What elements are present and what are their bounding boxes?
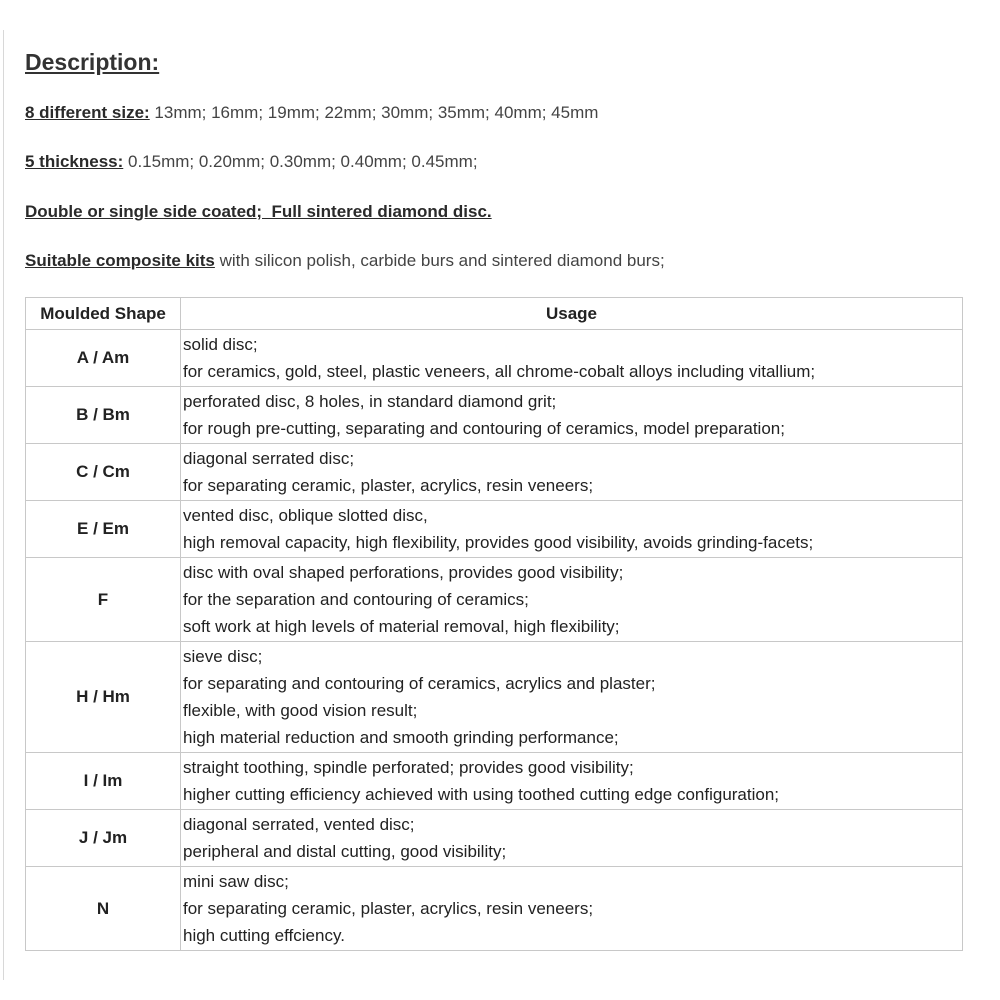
table-header-row [26, 298, 963, 330]
usage-line: mini saw disc; [183, 872, 289, 891]
usage-cell [181, 444, 963, 501]
spec-kits-value: with silicon polish, carbide burs and sintered diamond burs; [214, 251, 665, 270]
usage-table [25, 297, 963, 951]
usage-line: flexible, with good vision result; [183, 701, 418, 720]
usage-line: for separating ceramic, plaster, acrylics, resin veneers; [183, 476, 594, 495]
usage-cell [181, 642, 963, 753]
moulded-shape-cell: B / Bm [26, 387, 181, 444]
usage-line: vented disc, oblique slotted disc, [183, 506, 428, 525]
table-row [26, 753, 963, 810]
usage-cell [181, 753, 963, 810]
spec-thickness [25, 151, 478, 173]
usage-cell [181, 387, 963, 444]
usage-line: peripheral and distal cutting, good visibility; [183, 842, 507, 861]
table-row [26, 810, 963, 867]
spec-kits-label: Suitable composite kits [25, 251, 215, 270]
moulded-shape-cell: H / Hm [26, 642, 181, 753]
table-row [26, 642, 963, 753]
moulded-shape-cell: A / Am [26, 330, 181, 387]
usage-line: high cutting effciency. [183, 926, 345, 945]
header-moulded-shape: Moulded Shape [26, 298, 181, 330]
usage-cell [181, 501, 963, 558]
spec-sizes-label: 8 different size: [25, 103, 150, 122]
usage-line: for separating ceramic, plaster, acrylics, resin veneers; [183, 899, 594, 918]
spec-sizes [25, 102, 598, 124]
usage-line: solid disc; [183, 335, 258, 354]
usage-line: sieve disc; [183, 647, 263, 666]
spec-coating [25, 201, 492, 223]
header-usage: Usage [181, 298, 963, 330]
table-row [26, 867, 963, 951]
description-heading: Description: [25, 49, 160, 75]
table-row [26, 444, 963, 501]
description-section [25, 44, 965, 945]
spec-sizes-value: 13mm; 16mm; 19mm; 22mm; 30mm; 35mm; 40mm; 45mm [149, 103, 599, 122]
usage-line: disc with oval shaped perforations, provides good visibility; [183, 563, 624, 582]
usage-cell [181, 330, 963, 387]
spec-thickness-label: 5 thickness: [25, 152, 124, 171]
usage-line: perforated disc, 8 holes, in standard diamond grit; [183, 392, 557, 411]
spec-coating-label: Double or single side coated; Full sintered diamond disc. [25, 202, 492, 221]
usage-cell [181, 867, 963, 951]
usage-line: soft work at high levels of material removal, high flexibility; [183, 617, 620, 636]
left-border [3, 30, 4, 980]
usage-line: for the separation and contouring of ceramics; [183, 590, 529, 609]
table-row [26, 330, 963, 387]
usage-line: for ceramics, gold, steel, plastic veneers, all chrome-cobalt alloys including vitallium; [183, 362, 816, 381]
moulded-shape-cell: E / Em [26, 501, 181, 558]
usage-line: diagonal serrated, vented disc; [183, 815, 415, 834]
table-row [26, 501, 963, 558]
usage-cell [181, 810, 963, 867]
spec-thickness-value: 0.15mm; 0.20mm; 0.30mm; 0.40mm; 0.45mm; [123, 152, 478, 171]
usage-line: diagonal serrated disc; [183, 449, 355, 468]
moulded-shape-cell: C / Cm [26, 444, 181, 501]
usage-line: higher cutting efficiency achieved with using toothed cutting edge configuration; [183, 785, 780, 804]
usage-line: straight toothing, spindle perforated; provides good visibility; [183, 758, 634, 777]
usage-line: high material reduction and smooth grinding performance; [183, 728, 619, 747]
table-row [26, 558, 963, 642]
usage-line: high removal capacity, high flexibility, provides good visibility, avoids grinding-facets; [183, 533, 814, 552]
table-body [26, 330, 963, 951]
usage-line: for separating and contouring of ceramics, acrylics and plaster; [183, 674, 656, 693]
moulded-shape-cell: F [26, 558, 181, 642]
table-row [26, 387, 963, 444]
spec-kits [25, 250, 665, 272]
moulded-shape-cell: N [26, 867, 181, 951]
usage-cell [181, 558, 963, 642]
moulded-shape-cell: I / Im [26, 753, 181, 810]
usage-line: for rough pre-cutting, separating and contouring of ceramics, model preparation; [183, 419, 785, 438]
moulded-shape-cell: J / Jm [26, 810, 181, 867]
